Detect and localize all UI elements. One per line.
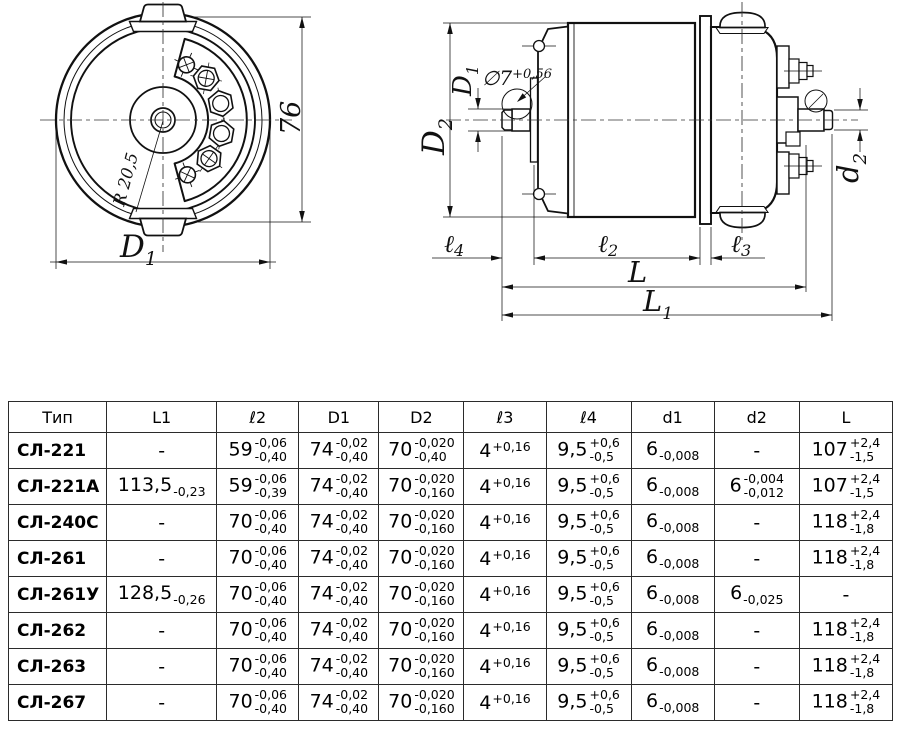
dimension-value-cell: 74 -0,02 -0,40 bbox=[299, 505, 379, 541]
table-header bbox=[9, 402, 893, 433]
dimension-value-cell: $6_{-0,008}$ bbox=[631, 613, 714, 649]
dimension-value-cell: 9,5 +0,6 -0,5 bbox=[546, 685, 631, 721]
front-view bbox=[40, 2, 292, 252]
dimension-value-cell: 107 +2,4 -1,5 bbox=[799, 433, 892, 469]
dimension-value-cell: 9,5 +0,6 -0,5 bbox=[546, 577, 631, 613]
radius-label: R 20,5 bbox=[109, 150, 142, 209]
motor-type-cell: СЛ-263 bbox=[9, 649, 107, 685]
dimension-value-cell: 118 +2,4 -1,8 bbox=[799, 685, 892, 721]
table-row bbox=[9, 505, 893, 541]
table-body bbox=[9, 433, 893, 721]
dimension-value-cell: 70 -0,06 -0,40 bbox=[217, 577, 299, 613]
dimension-value-cell: 59 -0,06 -0,39 bbox=[217, 469, 299, 505]
col-header-0: Тип bbox=[9, 402, 107, 433]
col-header-6: ℓ4 bbox=[546, 402, 631, 433]
dimension-value-cell: $6_{-0,008}$ bbox=[631, 577, 714, 613]
dimension-value-cell: 74 -0,02 -0,40 bbox=[299, 541, 379, 577]
dimension-value-cell: 70 -0,06 -0,40 bbox=[217, 541, 299, 577]
dimension-value-cell: - bbox=[107, 649, 217, 685]
motor-type-cell: СЛ-262 bbox=[9, 613, 107, 649]
motor-type-cell: СЛ-221А bbox=[9, 469, 107, 505]
dimension-value-cell: $4^{+0,16}$ bbox=[464, 685, 546, 721]
dimension-value-cell: 74 -0,02 -0,40 bbox=[299, 577, 379, 613]
motor-type-cell: СЛ-240С bbox=[9, 505, 107, 541]
dimension-value-cell: - bbox=[714, 613, 799, 649]
motor-type-cell: СЛ-261 bbox=[9, 541, 107, 577]
dimension-value-cell: - bbox=[107, 505, 217, 541]
dimension-value-cell: $4^{+0,16}$ bbox=[464, 505, 546, 541]
col-header-2: ℓ2 bbox=[217, 402, 299, 433]
dimension-value-cell: $6_{-0,008}$ bbox=[631, 649, 714, 685]
dimension-value-cell: $128,5_{-0,26}$ bbox=[107, 577, 217, 613]
col-header-8: d2 bbox=[714, 402, 799, 433]
dimension-value-cell: $6_{-0,008}$ bbox=[631, 685, 714, 721]
dim-label-L: L bbox=[628, 255, 648, 289]
dimension-value-cell: - bbox=[714, 649, 799, 685]
motor-type-cell: СЛ-221 bbox=[9, 433, 107, 469]
dimension-value-cell: 74 -0,02 -0,40 bbox=[299, 469, 379, 505]
dimension-value-cell: 74 -0,02 -0,40 bbox=[299, 649, 379, 685]
table-row bbox=[9, 541, 893, 577]
dim-label-shaft-hole: $\emptyset 7^{+0,56}$ bbox=[482, 66, 552, 90]
dimension-value-cell: - bbox=[714, 685, 799, 721]
dimension-value-cell: 70 -0,020 -0,160 bbox=[379, 505, 464, 541]
dimension-value-cell: $4^{+0,16}$ bbox=[464, 613, 546, 649]
table-row bbox=[9, 433, 893, 469]
dimension-value-cell: 70 -0,020 -0,160 bbox=[379, 541, 464, 577]
dimension-value-cell: 74 -0,02 -0,40 bbox=[299, 433, 379, 469]
side-view bbox=[446, 2, 858, 240]
dimension-value-cell: 118 +2,4 -1,8 bbox=[799, 505, 892, 541]
col-header-5: ℓ3 bbox=[464, 402, 546, 433]
dimension-value-cell: - bbox=[714, 433, 799, 469]
dim-label-l2: ℓ2 bbox=[598, 230, 619, 260]
dimension-value-cell: 118 +2,4 -1,8 bbox=[799, 613, 892, 649]
dimension-value-cell: 70 -0,020 -0,160 bbox=[379, 613, 464, 649]
dimension-value-cell: 9,5 +0,6 -0,5 bbox=[546, 541, 631, 577]
dimension-value-cell: 118 +2,4 -1,8 bbox=[799, 541, 892, 577]
dimension-value-cell: - bbox=[107, 613, 217, 649]
dimension-value-cell: $4^{+0,16}$ bbox=[464, 433, 546, 469]
dim-label-D1-side: $D_1$ bbox=[448, 64, 482, 96]
dimension-value-cell: 118 +2,4 -1,8 bbox=[799, 649, 892, 685]
dimension-value-cell: 70 -0,06 -0,40 bbox=[217, 685, 299, 721]
dimension-value-cell: $4^{+0,16}$ bbox=[464, 469, 546, 505]
dim-label-d2-rear: $d_2$ bbox=[831, 152, 871, 183]
dimension-value-cell: $4^{+0,16}$ bbox=[464, 649, 546, 685]
dimension-value-cell: - bbox=[799, 577, 892, 613]
dim-label-D2: $D_2$ bbox=[416, 118, 457, 155]
col-header-9: L bbox=[799, 402, 892, 433]
dimension-value-cell: $6_{-0,025}$ bbox=[714, 577, 799, 613]
dimension-value-cell: 6 -0,004 -0,012 bbox=[714, 469, 799, 505]
dimension-value-cell: 9,5 +0,6 -0,5 bbox=[546, 613, 631, 649]
dimension-value-cell: 74 -0,02 -0,40 bbox=[299, 685, 379, 721]
dim-label-76: 76 bbox=[276, 100, 307, 135]
dimension-value-cell: 70 -0,06 -0,40 bbox=[217, 613, 299, 649]
dimension-value-cell: 9,5 +0,6 -0,5 bbox=[546, 469, 631, 505]
table-row bbox=[9, 685, 893, 721]
dimension-value-cell: 70 -0,020 -0,160 bbox=[379, 649, 464, 685]
dimension-value-cell: $113,5_{-0,23}$ bbox=[107, 469, 217, 505]
table-row bbox=[9, 577, 893, 613]
dimension-value-cell: 107 +2,4 -1,5 bbox=[799, 469, 892, 505]
dim-label-l3: ℓ3 bbox=[731, 230, 752, 260]
dimension-value-cell: - bbox=[107, 685, 217, 721]
dimension-value-cell: $6_{-0,008}$ bbox=[631, 541, 714, 577]
col-header-4: D2 bbox=[379, 402, 464, 433]
dimension-value-cell: 9,5 +0,6 -0,5 bbox=[546, 433, 631, 469]
dimension-value-cell: 9,5 +0,6 -0,5 bbox=[546, 505, 631, 541]
dimension-value-cell: $4^{+0,16}$ bbox=[464, 577, 546, 613]
table-row bbox=[9, 613, 893, 649]
dimension-value-cell: 70 -0,06 -0,40 bbox=[217, 649, 299, 685]
table-row bbox=[9, 469, 893, 505]
dim-label-L1: $L_1$ bbox=[643, 284, 674, 324]
dimensions-table-wrap bbox=[8, 401, 893, 721]
dimension-value-cell: - bbox=[107, 433, 217, 469]
col-header-7: d1 bbox=[631, 402, 714, 433]
col-header-3: D1 bbox=[299, 402, 379, 433]
dimension-value-cell: $6_{-0,008}$ bbox=[631, 469, 714, 505]
dimension-value-cell: $6_{-0,008}$ bbox=[631, 433, 714, 469]
dimension-value-cell: 70 -0,020 -0,160 bbox=[379, 577, 464, 613]
dimension-value-cell: 74 -0,02 -0,40 bbox=[299, 613, 379, 649]
dim-label-d1-front: $D_1$ bbox=[120, 229, 157, 270]
dimension-value-cell: $6_{-0,008}$ bbox=[631, 505, 714, 541]
dimension-value-cell: 70 -0,020 -0,160 bbox=[379, 469, 464, 505]
dimension-value-cell: 59 -0,06 -0,40 bbox=[217, 433, 299, 469]
motor-type-cell: СЛ-267 bbox=[9, 685, 107, 721]
dimension-value-cell: - bbox=[714, 541, 799, 577]
dimension-value-cell: - bbox=[714, 505, 799, 541]
motor-type-cell: СЛ-261У bbox=[9, 577, 107, 613]
dimension-value-cell: - bbox=[107, 541, 217, 577]
dimensions-table bbox=[8, 401, 893, 721]
dim-label-l4: ℓ4 bbox=[444, 230, 465, 260]
dimension-value-cell: 70 -0,020 -0,160 bbox=[379, 685, 464, 721]
dimension-value-cell: 70 -0,020 -0,40 bbox=[379, 433, 464, 469]
dimension-value-cell: $4^{+0,16}$ bbox=[464, 541, 546, 577]
dimension-value-cell: 70 -0,06 -0,40 bbox=[217, 505, 299, 541]
col-header-1: L1 bbox=[107, 402, 217, 433]
dimension-value-cell: 9,5 +0,6 -0,5 bbox=[546, 649, 631, 685]
table-row bbox=[9, 649, 893, 685]
